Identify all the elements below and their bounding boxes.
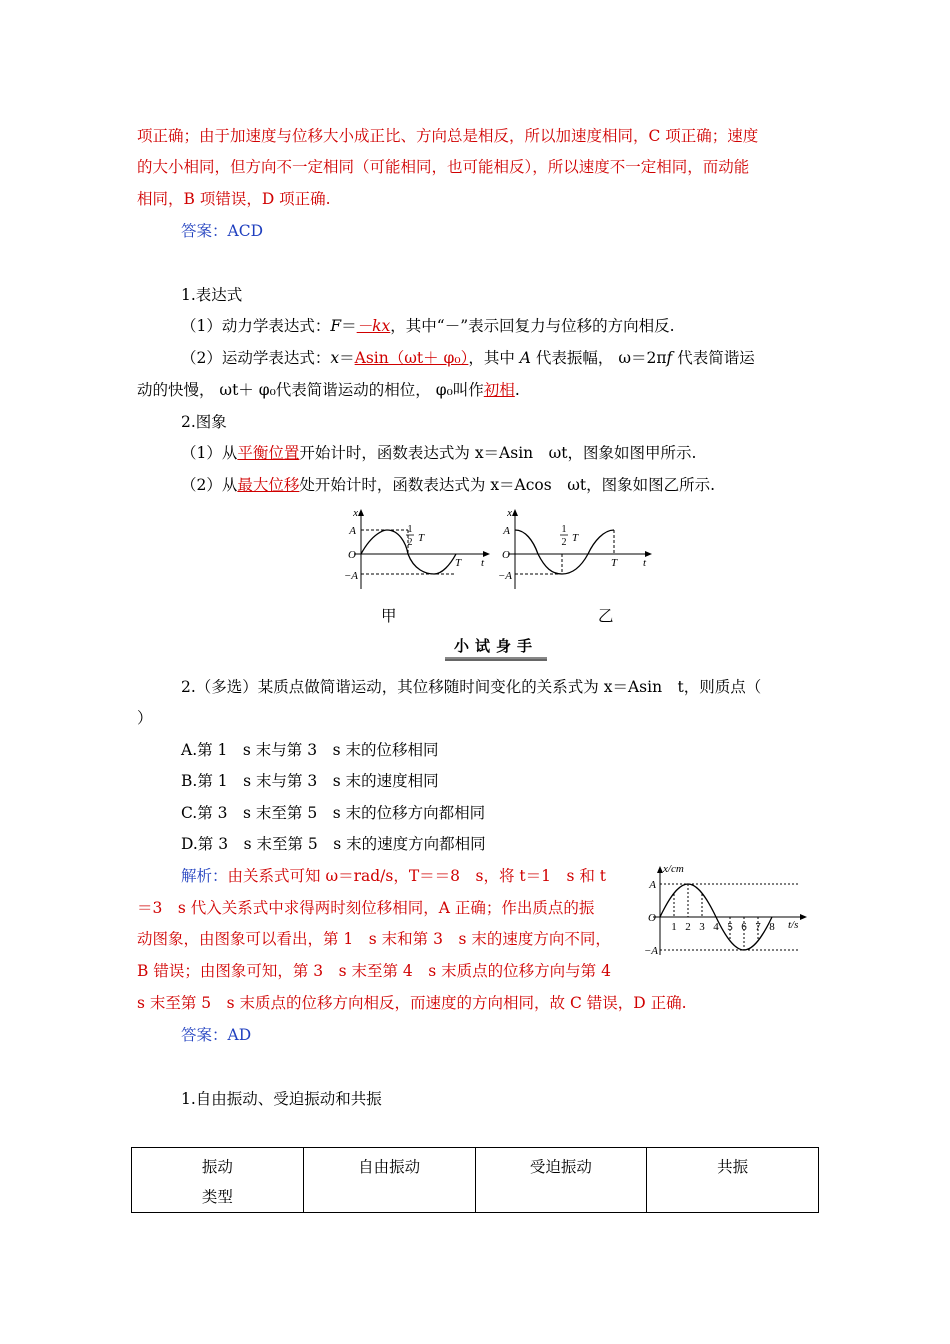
table-row: [132, 1148, 819, 1213]
y-label: x/cm: [663, 863, 684, 875]
cell-text: 类型: [201, 1188, 233, 1206]
solution-line: s 末至第 5 s 末质点的位移方向相反，而速度的方向相同，故 C 错误，D 正确.: [137, 994, 687, 1012]
text: ＝: [339, 349, 355, 367]
x-label: x: [353, 507, 358, 519]
negA-label: −A: [497, 570, 512, 582]
text: F: [330, 317, 342, 335]
text-line: 相同，B 项错误，D 项正确.: [137, 190, 331, 208]
y-arrow: [358, 509, 364, 516]
text: 由关系式可知 ω＝rad/s，T＝＝8 s，将 t＝1 s 和 t: [227, 867, 607, 885]
negA-label: −A: [343, 570, 358, 582]
text: （2）从: [181, 476, 238, 494]
A-label: A: [649, 879, 656, 891]
text: 开始计时，函数表达式为 x＝Asin ωt，图象如图甲所示.: [299, 444, 697, 462]
t-label: t: [643, 557, 647, 569]
text: A: [519, 349, 531, 367]
A-label: A: [503, 525, 510, 537]
table-cell: [475, 1148, 647, 1213]
sine-graph: [336, 505, 496, 595]
section-banner: [444, 636, 548, 662]
option-b: B.第 1 s 末与第 3 s 末的速度相同: [181, 772, 439, 790]
O-label: O: [348, 549, 356, 561]
T-label: T: [611, 557, 618, 569]
O-label: O: [502, 549, 510, 561]
text: 代表振幅， ω＝2π: [530, 349, 667, 367]
blank-answer: 初相: [483, 381, 515, 399]
solution-line: 动图象，由图象可以看出，第 1 s 末和第 3 s 末的速度方向不同，: [137, 930, 611, 948]
table-cell: [303, 1148, 475, 1213]
question-stem: 2.（多选）某质点做简谐运动，其位移随时间变化的关系式为 x＝Asin t，则质点（: [181, 678, 762, 696]
cosine-graph: [490, 505, 660, 595]
y-arrow: [512, 509, 518, 516]
half-T: T: [572, 532, 579, 544]
T-label: T: [455, 557, 462, 569]
tick-1: 1: [671, 921, 677, 933]
text: （1）动力学表达式：: [181, 317, 331, 335]
tick-6: 6: [741, 921, 747, 933]
text-line: 项正确；由于加速度与位移大小成正比、方向总是相反，所以加速度相同，C 项正确；速度: [137, 127, 759, 145]
text: x: [330, 349, 340, 367]
blank-answer: 平衡位置: [237, 444, 300, 462]
cell-text: 受迫振动: [529, 1158, 592, 1176]
x-label: x: [507, 507, 512, 519]
blank-answer: 最大位移: [237, 476, 300, 494]
half-T: T: [418, 532, 425, 544]
cell-text: 共振: [717, 1158, 749, 1176]
t-label: t: [481, 557, 485, 569]
A-label: A: [349, 525, 356, 537]
caption-jia: 甲: [381, 607, 397, 625]
text-line: 的大小相同，但方向不一定相同（可能相同，也可能相反），所以速度不一定相同，而动能: [137, 158, 750, 176]
tick-3: 3: [699, 921, 705, 933]
option-c: C.第 3 s 末至第 5 s 末的位移方向都相同: [181, 804, 486, 822]
tick-8: 8: [769, 921, 775, 933]
text: ＝: [341, 317, 357, 335]
tick-7: 7: [755, 921, 761, 933]
text: 代表简谐运: [672, 349, 755, 367]
half-den: 2: [407, 537, 413, 548]
solution-line: B 错误；由图象可知，第 3 s 末至第 4 s 末质点的位移方向与第 4: [137, 962, 611, 980]
cell-text: 振动: [201, 1158, 233, 1176]
heading: 1.自由振动、受迫振动和共振: [181, 1090, 382, 1108]
text: 动的快慢， ωt＋ φ₀代表简谐运动的相位， φ₀叫作: [137, 381, 484, 399]
caption-yi: 乙: [598, 607, 614, 625]
cell-text: 自由振动: [358, 1158, 421, 1176]
text: f: [666, 349, 673, 367]
text-line: [137, 380, 520, 400]
O-label: O: [648, 912, 656, 924]
option-d: D.第 3 s 末至第 5 s 末的速度方向都相同: [181, 835, 486, 853]
x-arrow: [800, 914, 807, 920]
text: （1）从: [181, 444, 238, 462]
vibration-table: [131, 1147, 819, 1213]
text: ，其中“－”表示回复力与位移的方向相反.: [390, 317, 675, 335]
text-line: [181, 443, 696, 463]
question-stem: ）: [137, 709, 153, 727]
answer-line: [181, 221, 263, 241]
text-line: [181, 348, 755, 368]
answer-label: 答案：: [181, 222, 228, 240]
q2-graph: [643, 860, 818, 960]
solution-line: ＝3 s 代入关系式中求得两时刻位移相同，A 正确；作出质点的振: [137, 899, 595, 917]
negA-label: −A: [643, 945, 658, 957]
blank-answer: Asin（ωt＋ φ₀）: [354, 349, 469, 367]
text-line: [181, 316, 675, 336]
table-cell: [647, 1148, 819, 1213]
blank-answer: －kx: [356, 317, 391, 335]
answer-value: AD: [227, 1026, 252, 1044]
solution-line: [181, 866, 606, 886]
half-num: 1: [561, 524, 567, 535]
heading: 2.图象: [181, 413, 227, 431]
text: .: [514, 381, 520, 399]
text: （2）运动学表达式：: [181, 349, 331, 367]
text: 处开始计时，函数表达式为 x＝Acos ωt，图象如图乙所示.: [299, 476, 716, 494]
half-num: 1: [407, 524, 413, 535]
answer-value: ACD: [227, 222, 263, 240]
text-line: [181, 475, 715, 495]
t-label: t/s: [788, 919, 799, 931]
banner-text: 小试身手: [453, 637, 538, 655]
text: ，其中: [468, 349, 520, 367]
table-cell: [132, 1148, 304, 1213]
half-den: 2: [561, 537, 567, 548]
option-a: A.第 1 s 末与第 3 s 末的位移相同: [181, 741, 439, 759]
answer-label: 答案：: [181, 1026, 228, 1044]
solution-label: 解析：: [181, 867, 228, 885]
tick-2: 2: [685, 921, 691, 933]
answer-line: [181, 1025, 251, 1045]
tick-4: 4: [713, 921, 719, 933]
heading: 1.表达式: [181, 286, 243, 304]
tick-5: 5: [727, 921, 733, 933]
